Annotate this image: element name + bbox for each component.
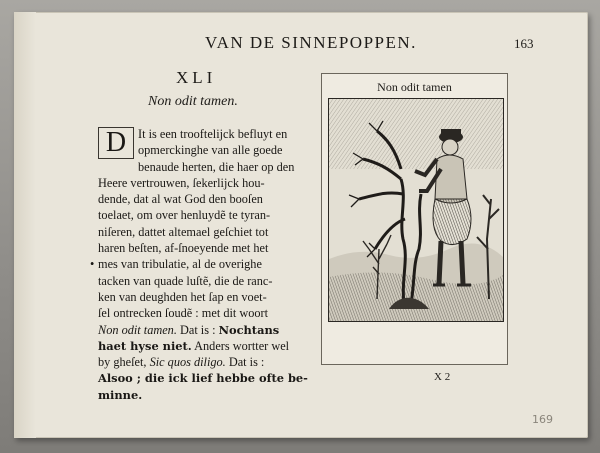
emblem-plate bbox=[321, 73, 508, 365]
motto: Non odit tamen. bbox=[148, 94, 238, 109]
latin-phrase: Sic quos diligo. bbox=[149, 355, 226, 370]
text-segment: by gheſet, bbox=[98, 355, 150, 370]
text-line: dende, dat al wat God den booſen bbox=[98, 192, 263, 207]
margin-marker: • bbox=[90, 257, 95, 272]
text-line: ken van deughden het ſap en voet- bbox=[98, 289, 267, 304]
signature-mark: X 2 bbox=[434, 371, 451, 383]
text-line: It is een trooftelijck befluyt en bbox=[138, 127, 288, 141]
plate-title: Non odit tamen bbox=[377, 80, 452, 94]
page-number: 163 bbox=[514, 36, 534, 51]
latin-phrase: Non odit tamen. bbox=[98, 322, 177, 337]
engraving-svg bbox=[329, 99, 503, 321]
blackletter-phrase: Nochtans bbox=[218, 322, 280, 337]
text-line: haren beſten, af-ſnoeyende met het bbox=[98, 241, 269, 256]
body-text bbox=[90, 126, 308, 403]
blackletter-phrase: Alsoo ; die ick lief hebbe ofte be- bbox=[98, 371, 308, 386]
text-segment: Dat is : bbox=[225, 355, 265, 370]
text-line: niſeren, dattet altemael geſchiet tot bbox=[98, 224, 269, 239]
text-line: ſel ontrecken ſoudẽ : met dit woort bbox=[98, 306, 269, 321]
text-line: Heere vertrouwen, ſekerlijck hou- bbox=[98, 175, 265, 190]
emblem-number: XLI bbox=[176, 68, 217, 87]
text-line: tacken van quade luſtẽ, die de ranc- bbox=[98, 273, 273, 288]
text-segment: Dat is : bbox=[176, 322, 219, 337]
text-line bbox=[90, 256, 298, 272]
pencil-folio-number: 169 bbox=[532, 413, 553, 426]
text-line bbox=[98, 354, 298, 370]
text-line bbox=[98, 338, 298, 354]
blackletter-phrase: minne. bbox=[98, 387, 143, 402]
text-line bbox=[98, 387, 298, 403]
text-line bbox=[98, 370, 308, 386]
blackletter-phrase: haet hyse niet. bbox=[98, 338, 192, 353]
page-fold-edge bbox=[14, 12, 36, 438]
text-line: opmerckinghe van alle goede bbox=[138, 143, 283, 158]
running-head: VAN DE SINNEPOPPEN. bbox=[205, 33, 417, 52]
drop-cap: D bbox=[98, 127, 134, 159]
text-segment: Anders wortter wel bbox=[191, 338, 290, 353]
engraving-illustration bbox=[328, 98, 504, 322]
text-line: benaude herten, die haer op den bbox=[138, 159, 295, 174]
text-line bbox=[98, 322, 298, 338]
text-line: toelaet, om over henluydẽ te tyran- bbox=[98, 208, 271, 223]
text-line-content: mes van tribulatie, al de overighe bbox=[98, 257, 262, 272]
